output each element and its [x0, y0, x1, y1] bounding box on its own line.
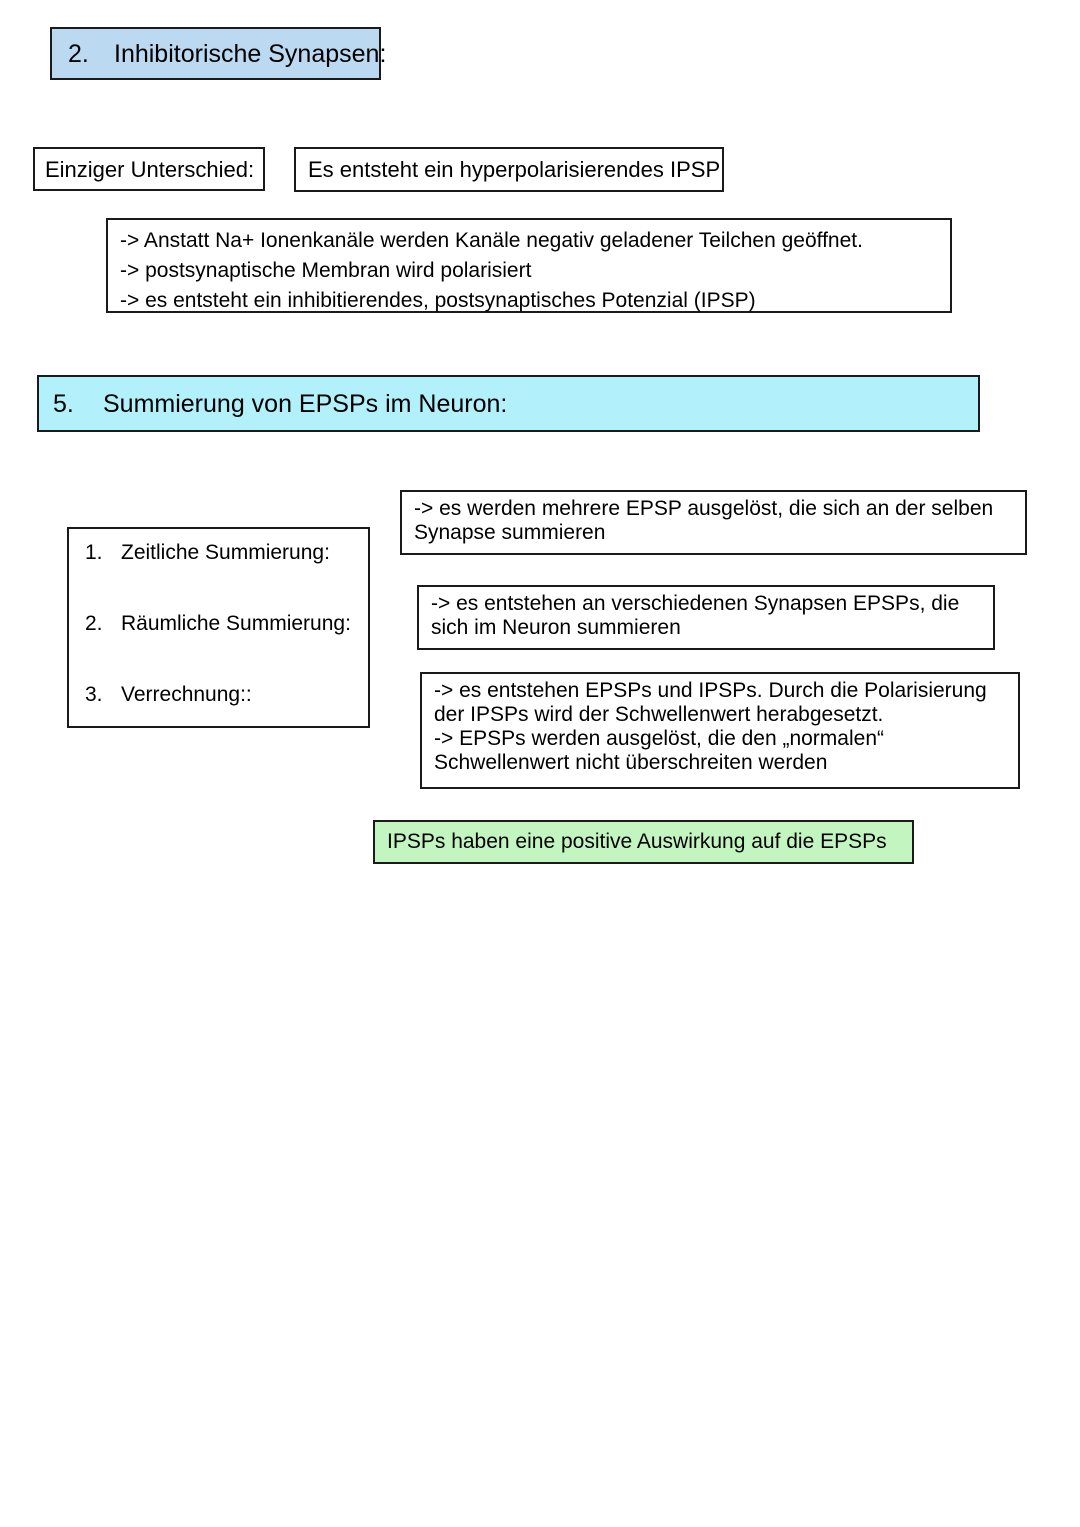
difference-label-text: Einziger Unterschied: — [45, 156, 255, 182]
spatial-description-line-2: sich im Neuron summieren — [431, 616, 681, 639]
section-heading-text: Inhibitorische Synapsen: — [114, 39, 387, 68]
list-item — [85, 683, 352, 707]
section5-heading-text: Summierung von EPSPs im Neuron: — [103, 389, 508, 418]
ipsp-detail-line-3: -> es entsteht ein inhibitierendes, postsynaptisches Potenzial (IPSP) — [120, 289, 756, 312]
difference-value-box — [294, 147, 724, 192]
offsetting-description-line-3: -> EPSPs werden ausgelöst, die den „normalen“ — [434, 727, 884, 750]
ipsp-details-box — [106, 218, 952, 313]
difference-value-text: Es entsteht ein hyperpolarisierendes IPSP — [308, 157, 721, 182]
summation-types-box — [67, 527, 370, 728]
ipsp-detail-line-1: -> Anstatt Na+ Ionenkanäle werden Kanäle negativ geladener Teilchen geöffnet. — [120, 229, 863, 252]
conclusion-text: IPSPs haben eine positive Auswirkung auf die EPSPs — [387, 830, 887, 853]
temporal-description-line-2: Synapse summieren — [414, 521, 606, 544]
offsetting-description-box — [420, 672, 1020, 789]
list-item — [85, 612, 352, 636]
temporal-summation-description-box — [400, 490, 1027, 555]
offsetting-description-line-2: der IPSPs wird der Schwellenwert herabgesetzt. — [434, 703, 884, 726]
conclusion-box — [373, 820, 914, 864]
summation-type-number-2: 2. — [85, 612, 103, 635]
temporal-description-line-1: -> es werden mehrere EPSP ausgelöst, die sich an der selben — [414, 497, 994, 520]
summation-type-label-2: Räumliche Summierung: — [121, 612, 351, 635]
summation-type-number-1: 1. — [85, 541, 103, 564]
section5-heading-line — [53, 389, 964, 419]
section-heading-line — [68, 39, 387, 69]
section-heading-number: 2. — [68, 39, 89, 68]
section-heading-inhibitory-synapses — [50, 27, 387, 80]
spatial-description-line-1: -> es entstehen an verschiedenen Synapsen EPSPs, die — [431, 592, 960, 615]
summation-type-label-3: Verrechnung:: — [121, 683, 252, 706]
difference-label-box — [33, 147, 265, 191]
offsetting-description-line-1: -> es entstehen EPSPs und IPSPs. Durch die Polarisierung — [434, 679, 987, 702]
section-heading-summation — [37, 375, 980, 432]
list-item — [85, 541, 352, 565]
section5-heading-number: 5. — [53, 389, 74, 418]
summation-type-number-3: 3. — [85, 683, 103, 706]
summation-type-label-1: Zeitliche Summierung: — [121, 541, 330, 564]
offsetting-description-line-4: Schwellenwert nicht überschreiten werden — [434, 751, 828, 774]
ipsp-detail-line-2: -> postsynaptische Membran wird polarisiert — [120, 259, 532, 282]
spatial-summation-description-box — [417, 585, 995, 650]
